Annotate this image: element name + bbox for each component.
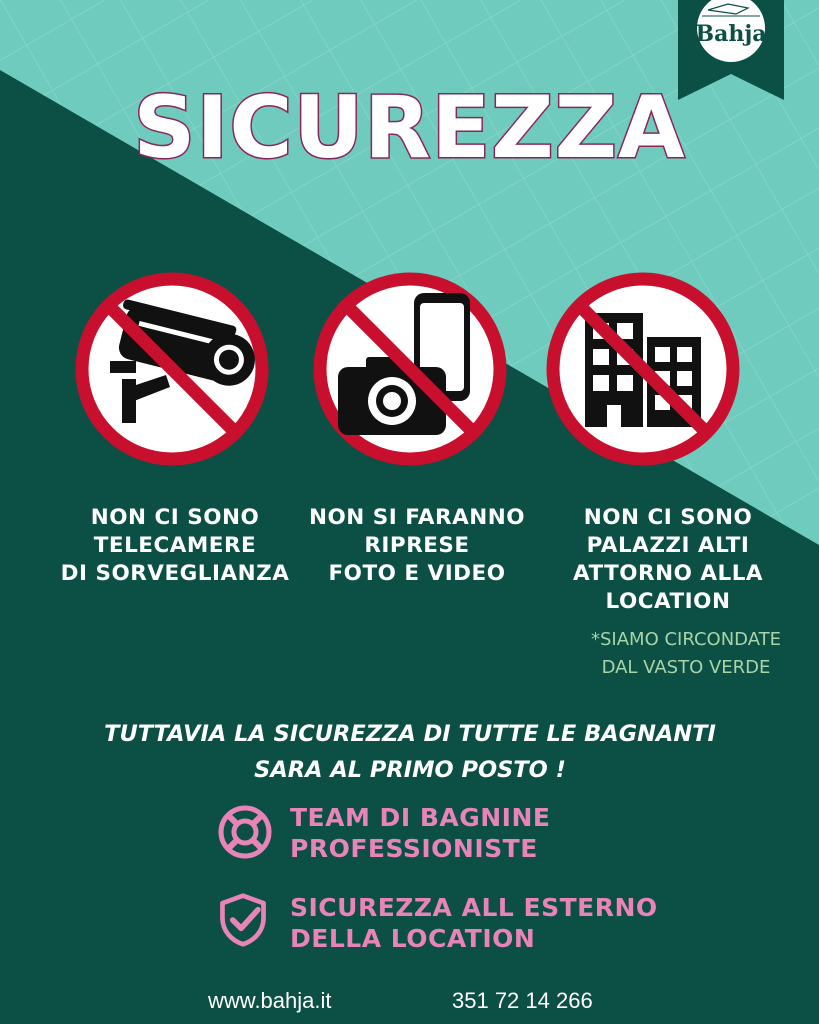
lifebuoy-icon bbox=[217, 804, 273, 860]
greenery-note: *SIAMO CIRCONDATE DAL VASTO VERDE bbox=[591, 629, 781, 678]
safety-headline: TUTTAVIA LA SICUREZZA DI TUTTE LE BAGNANTI SARA AL PRIMO POSTO ! bbox=[104, 721, 716, 783]
no-buildings-sign bbox=[545, 271, 741, 467]
no-buildings-icon bbox=[553, 279, 733, 459]
no-cameras-sign bbox=[74, 271, 270, 467]
feature-lifeguard-team: TEAM DI BAGNINE PROFESSIONISTE bbox=[290, 803, 551, 863]
shield-check-icon bbox=[215, 892, 271, 948]
footer-phone[interactable]: 351 72 14 266 bbox=[452, 988, 593, 1013]
feature-external-security: SICUREZZA ALL ESTERNO DELLA LOCATION bbox=[290, 893, 658, 953]
sign-caption-cameras: NON CI SONO TELECAMERE DI SORVEGLIANZA bbox=[60, 505, 290, 586]
sign-caption-buildings: NON CI SONO PALAZZI ALTI ATTORNO ALLA LOCATION bbox=[572, 505, 764, 614]
sign-caption-photo-video: NON SI FARANNO RIPRESE FOTO E VIDEO bbox=[308, 505, 526, 586]
no-photo-video-sign bbox=[312, 271, 508, 467]
brand-logo-text: Bahja bbox=[695, 21, 767, 47]
no-photo-video-icon bbox=[320, 279, 500, 459]
footer-website[interactable]: www.bahja.it bbox=[208, 988, 332, 1013]
page-title: SICUREZZA bbox=[133, 78, 686, 178]
no-cameras-icon bbox=[82, 279, 262, 459]
